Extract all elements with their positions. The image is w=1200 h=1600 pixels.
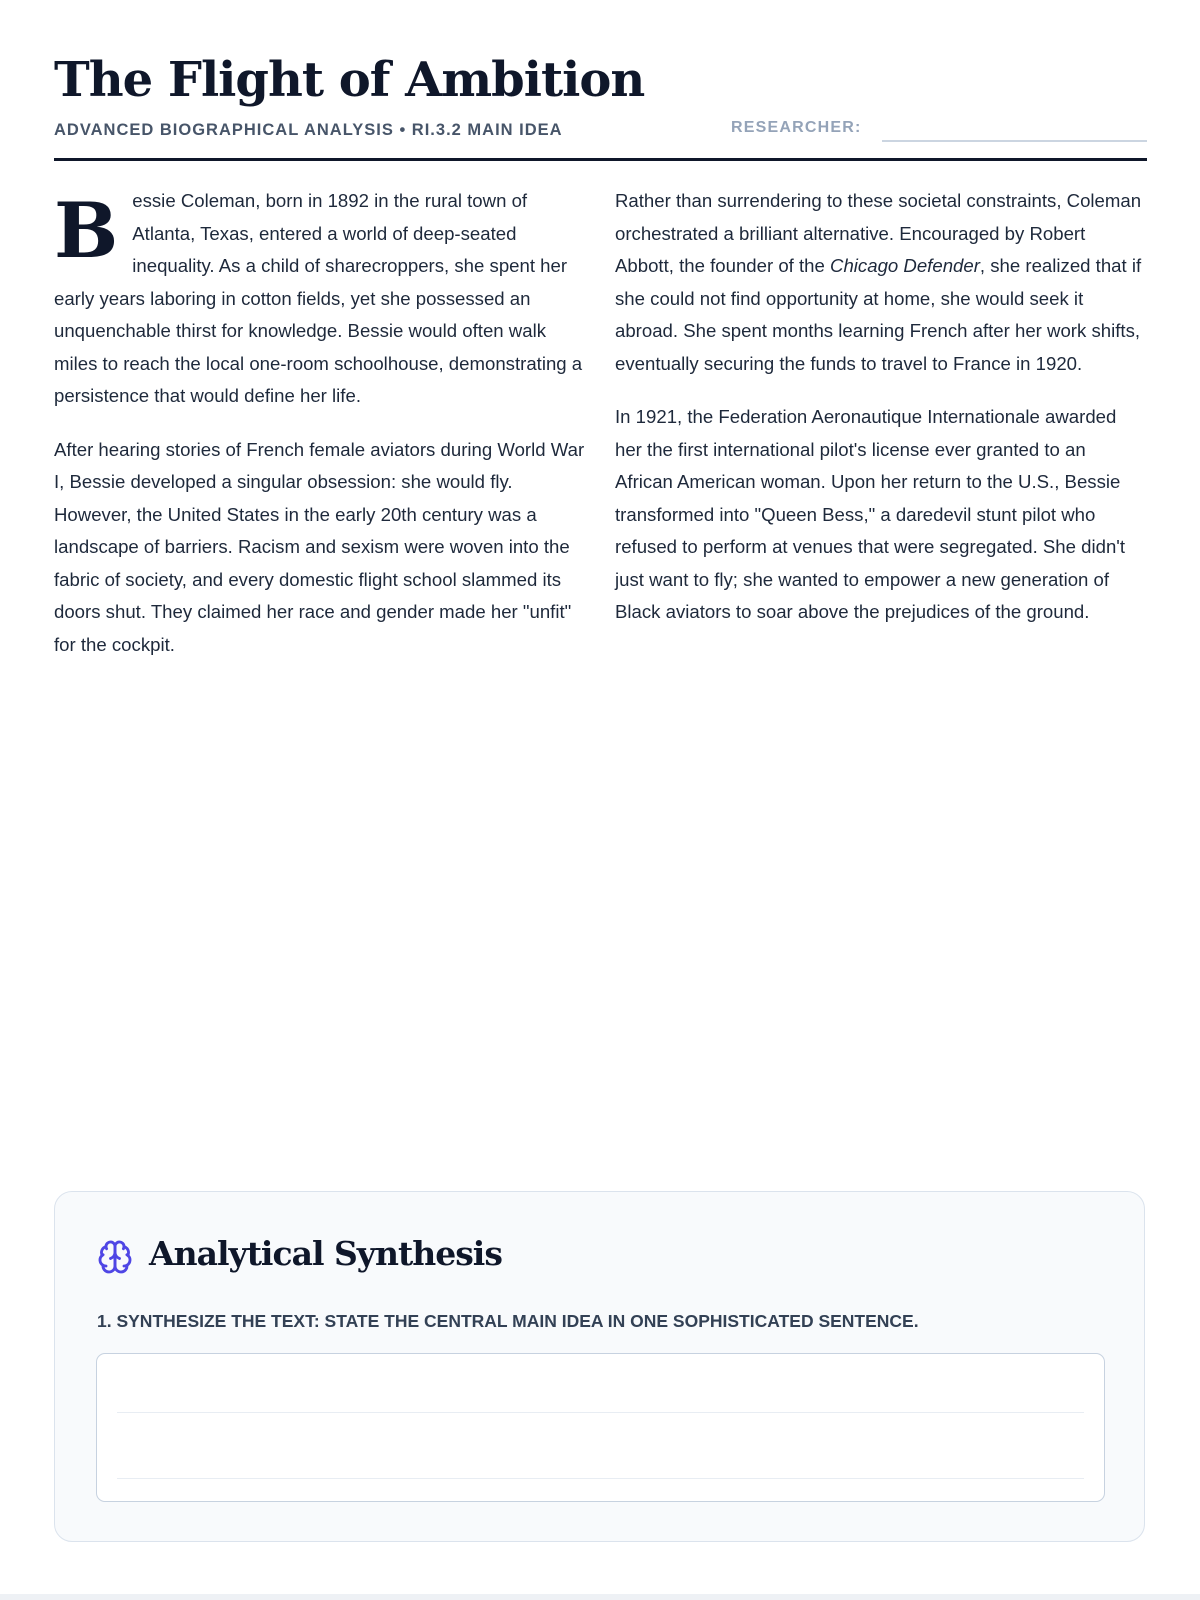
page-subtitle: ADVANCED BIOGRAPHICAL ANALYSIS • RI.3.2 MAIN IDEA <box>54 121 563 139</box>
article-body <box>54 185 1147 682</box>
paragraph-text: Rather than surrendering to these societal constraints, Coleman orchestrated a brilliant alternative. Encouraged by Robert Abbott, the founder of the <box>615 190 1142 276</box>
newspaper-title: Chicago Defender <box>830 255 980 276</box>
answer-rule-line <box>117 1412 1084 1413</box>
drop-cap: B <box>54 186 119 275</box>
analytical-synthesis-panel <box>54 1191 1145 1542</box>
main-idea-answer-box[interactable] <box>96 1353 1105 1502</box>
article-paragraph: In 1921, the Federation Aeronautique Internationale awarded her the first international pilot's license ever granted to an African American woman. Upon her return to the U.S., Bessie transformed into "Queen Bess," a daredevil stunt pilot who refused to perform at venues that were segregated. She didn't just want to fly; she wanted to empower a new generation of Black aviators to soar above the prejudices of the ground. <box>615 406 1126 622</box>
worksheet-header <box>54 52 1147 161</box>
article-paragraph <box>615 185 1147 380</box>
paragraph-text: essie Coleman, born in 1892 in the rural town of Atlanta, Texas, entered a world of deep-seated inequality. As a child of sharecroppers, she spent her early years laboring in cotton fields, yet she possessed an unquenchable thirst for knowledge. Bessie would often walk miles to reach the local one-room schoolhouse, demonstrating a persistence that would define her life. <box>54 190 583 406</box>
brain-icon <box>97 1239 133 1275</box>
article-paragraph <box>54 185 586 413</box>
synthesis-question: 1. SYNTHESIZE THE TEXT: STATE THE CENTRAL MAIN IDEA IN ONE SOPHISTICATED SENTENCE. <box>97 1311 919 1331</box>
paragraph-text: , she realized that if she could not find opportunity at home, she would seek it abroad. She spent months learning French after her work shifts, eventually securing the funds to travel to France in 1920. <box>615 255 1142 374</box>
page-title: The Flight of Ambition <box>54 52 645 108</box>
article-column-right <box>615 185 1147 682</box>
answer-rule-line <box>117 1478 1084 1479</box>
researcher-label: RESEARCHER: <box>731 119 862 136</box>
article-paragraph: After hearing stories of French female aviators during World War I, Bessie developed a singular obsession: she would fly. However, the United States in the early 20th century was a landscape of barriers. Racism and sexism were woven into the fabric of society, and every domestic flight school slammed its doors shut. They claimed her race and gender made her "unfit" for the cockpit. <box>54 438 585 655</box>
article-column-left <box>54 185 586 682</box>
synthesis-title: Analytical Synthesis <box>149 1234 502 1273</box>
researcher-name-field[interactable] <box>882 140 1147 142</box>
